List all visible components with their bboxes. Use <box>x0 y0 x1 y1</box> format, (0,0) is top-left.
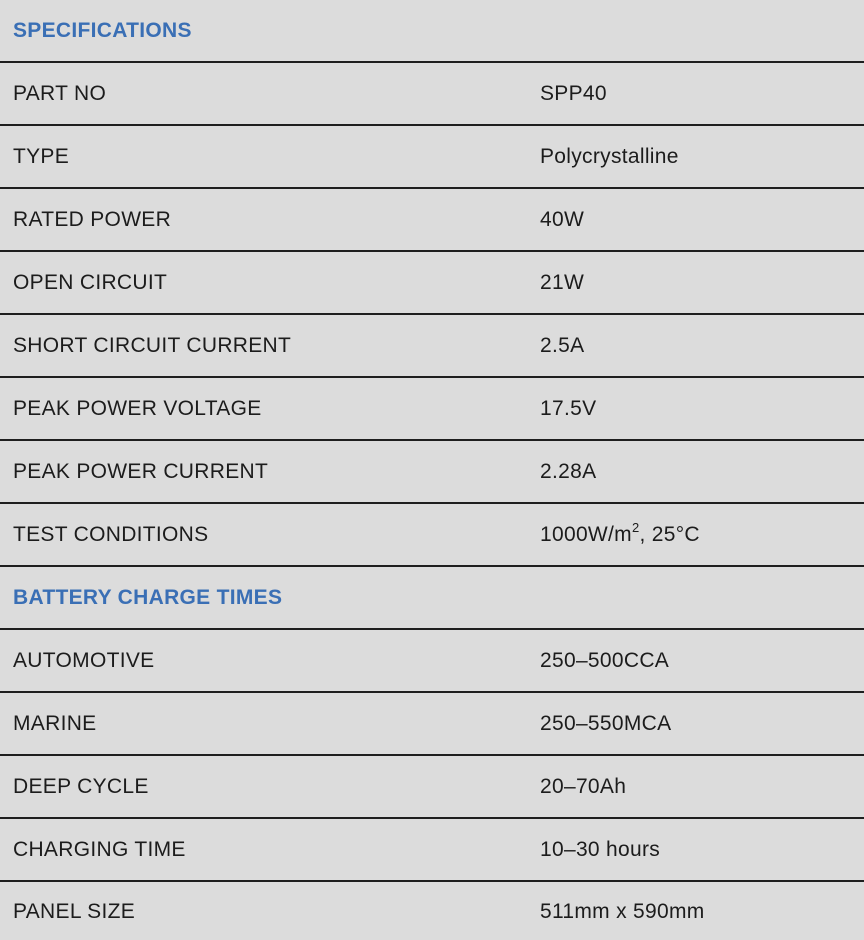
table-row-peak-power-voltage <box>0 378 864 441</box>
row-value: 21W <box>540 271 585 294</box>
row-value: 2.28A <box>540 460 597 483</box>
table-row-type <box>0 126 864 189</box>
row-label: OPEN CIRCUIT <box>13 271 168 294</box>
row-value: 511mm x 590mm <box>540 899 705 923</box>
row-value <box>540 520 700 546</box>
table-row-peak-power-current <box>0 441 864 504</box>
table-row-marine <box>0 693 864 756</box>
row-label: MARINE <box>13 712 97 735</box>
table-row-automotive <box>0 630 864 693</box>
row-label: AUTOMOTIVE <box>13 649 155 672</box>
row-label: PEAK POWER VOLTAGE <box>13 397 262 420</box>
value-main: 1000W/m <box>540 523 632 546</box>
section-title: BATTERY CHARGE TIMES <box>13 586 283 609</box>
row-label: TEST CONDITIONS <box>13 523 209 546</box>
row-label: TYPE <box>13 145 70 168</box>
table-row-part-no <box>0 63 864 126</box>
table-row-charging-time <box>0 819 864 882</box>
row-value: 250–500CCA <box>540 649 670 672</box>
section-heading-battery-charge-times <box>0 567 864 630</box>
value-superscript: 2 <box>631 520 640 535</box>
row-label: DEEP CYCLE <box>13 775 149 798</box>
row-value: 20–70Ah <box>540 775 627 798</box>
table-row-rated-power <box>0 189 864 252</box>
table-row-test-conditions <box>0 504 864 567</box>
table-row-open-circuit <box>0 252 864 315</box>
row-value: 2.5A <box>540 334 585 357</box>
section-title: SPECIFICATIONS <box>13 19 192 42</box>
row-label: PEAK POWER CURRENT <box>13 460 269 483</box>
row-label: RATED POWER <box>13 208 172 231</box>
table-row-panel-size <box>0 882 864 940</box>
table-row-deep-cycle <box>0 756 864 819</box>
table-row-short-circuit-current <box>0 315 864 378</box>
row-value: 250–550MCA <box>540 712 672 735</box>
row-value: 17.5V <box>540 397 597 420</box>
row-label: PART NO <box>13 82 107 105</box>
row-value: SPP40 <box>540 82 607 105</box>
row-value: 40W <box>540 208 585 231</box>
section-heading-specifications <box>0 0 864 63</box>
row-value: 10–30 hours <box>540 838 661 861</box>
value-tail: , 25°C <box>639 523 700 546</box>
row-value: Polycrystalline <box>540 145 679 168</box>
row-label: SHORT CIRCUIT CURRENT <box>13 334 292 357</box>
row-label: CHARGING TIME <box>13 838 186 861</box>
row-label: PANEL SIZE <box>13 899 136 923</box>
